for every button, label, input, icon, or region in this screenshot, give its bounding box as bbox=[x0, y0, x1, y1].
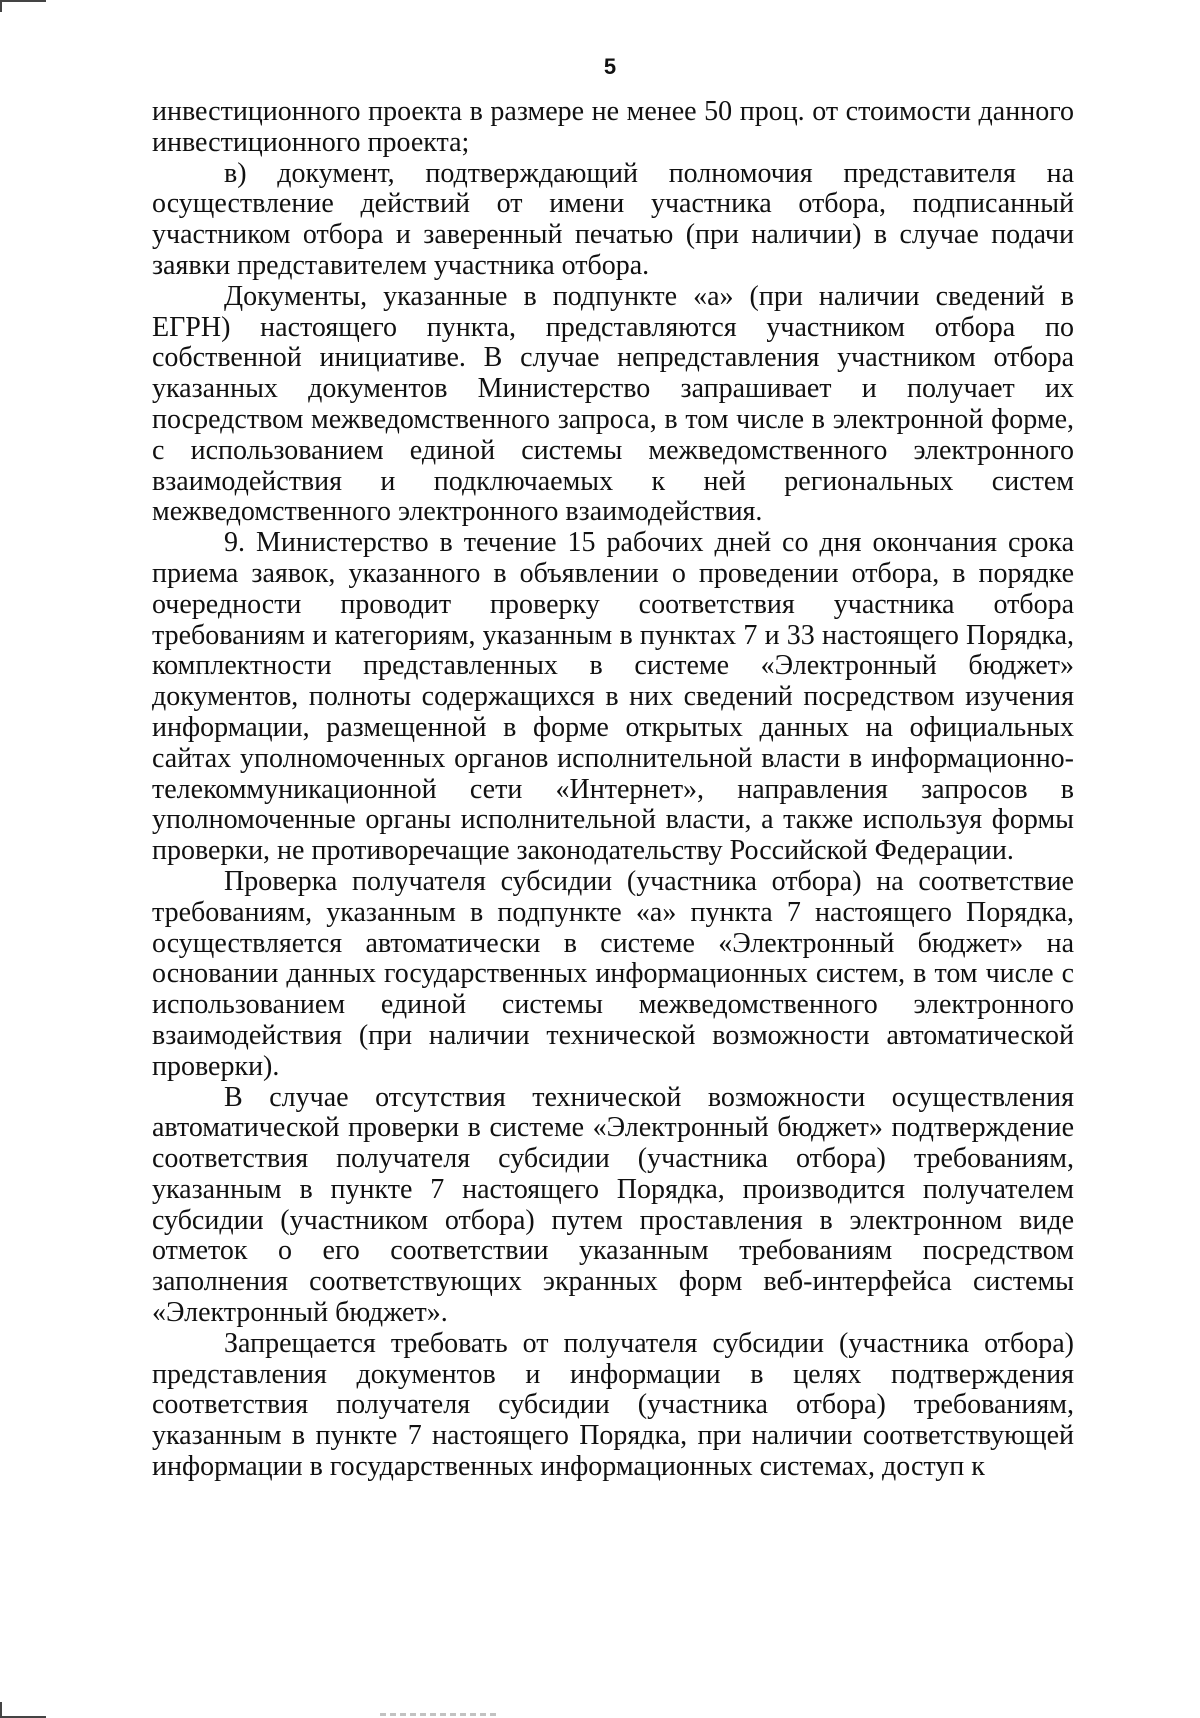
scan-corner-mark-bottom bbox=[0, 1702, 46, 1718]
paragraph-subitem-v: в) документ, подтверждающий полномочия представителя на осуществление действий от имени участника отбора, подписанный участником отбора и заверенный печатью (при наличии) в случае подачи заявки представителем участника отбора. bbox=[152, 157, 1074, 281]
document-body bbox=[152, 97, 1074, 1483]
scan-noise bbox=[380, 1713, 500, 1716]
paragraph-manual-confirmation: В случае отсутствия технической возможности осуществления автоматической проверки в системе «Электронный бюджет» подтверждение соответствия получателя субсидии (участника отбора) требованиям, указанным в пункте 7 настоящего Порядка, производится получателем субсидии (участником отбора) путем проставления в электронном виде отметок о его соответствии указанным требованиям посредством заполнения соответствующих экранных форм веб-интерфейса системы «Электронный бюджет». bbox=[152, 1081, 1074, 1329]
paragraph-continuation: инвестиционного проекта в размере не менее 50 проц. от стоимости данного инвестиционного проекта; bbox=[152, 96, 1074, 158]
paragraph-documents: Документы, указанные в подпункте «а» (при наличии сведений в ЕГРН) настоящего пункта, представляются участником отбора по собственной инициативе. В случае непредставления участником отбора указанных документов Министерство запрашивает и получает их посредством межведомственного запроса, в том числе в электронной форме, с использованием единой системы межведомственного электронного взаимодействия и подключаемых к ней региональных систем межведомственного электронного взаимодействия. bbox=[152, 280, 1074, 528]
scan-corner-mark-top bbox=[0, 0, 46, 12]
page-number: 5 bbox=[603, 54, 617, 79]
paragraph-automatic-check: Проверка получателя субсидии (участника отбора) на соответствие требованиям, указанным в подпункте «а» пункта 7 настоящего Порядка, осуществляется автоматически в системе «Электронный бюджет» на основании данных государственных информационных систем, в том числе с использованием единой системы межведомственного электронного взаимодействия (при наличии технической возможности автоматической проверки). bbox=[152, 865, 1074, 1082]
paragraph-item-9: 9. Министерство в течение 15 рабочих дней со дня окончания срока приема заявок, указанного в объявлении о проведении отбора, в порядке очередности проводит проверку соответствия участника отбора требованиям и категориям, указанным в пунктах 7 и 33 настоящего Порядка, комплектности представленных в системе «Электронный бюджет» документов, полноты содержащихся в них сведений посредством изучения информации, размещенной в форме открытых данных на официальных сайтах уполномоченных органов исполнительной власти в информационно-телекоммуникационной сети «Интернет», направления запросов в уполномоченные органы исполнительной власти, а также используя формы проверки, не противоречащие законодательству Российской Федерации. bbox=[152, 527, 1074, 867]
paragraph-prohibition: Запрещается требовать от получателя субсидии (участника отбора) представления документов и информации в целях подтверждения соответствия получателя субсидии (участника отбора) требованиям, указанным в пункте 7 настоящего Порядка, при наличии соответствующей информации в государственных информационных системах, доступ к bbox=[152, 1327, 1074, 1483]
